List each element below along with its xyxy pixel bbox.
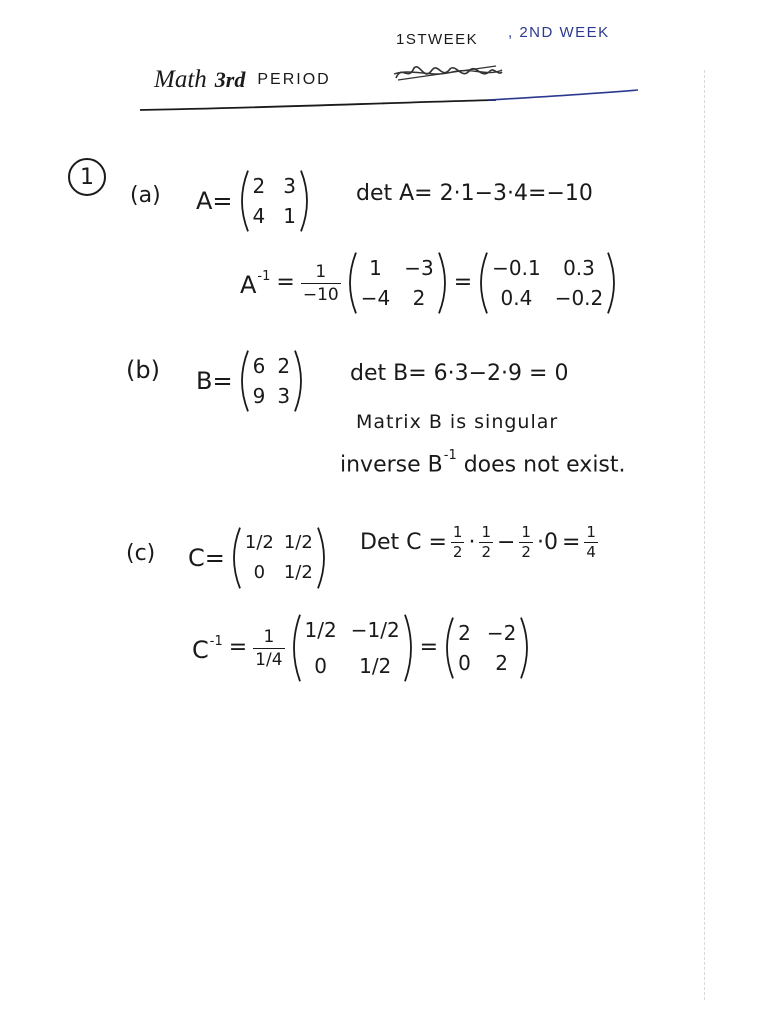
fraction-denominator: 2 <box>452 543 463 561</box>
equals-sign: = <box>276 270 295 295</box>
title-underline <box>0 84 768 120</box>
week-label-first: 1STWEEK <box>396 31 479 48</box>
matrix-cell: 1/2 <box>283 532 313 553</box>
part-b-matrix-definition <box>196 350 304 412</box>
fraction-numerator: 1 <box>452 523 463 541</box>
left-paren <box>291 614 301 682</box>
equals-sign: = <box>228 635 248 660</box>
matrix-c <box>231 527 327 589</box>
matrix-cell: −1/2 <box>350 618 400 642</box>
fraction-denominator: 2 <box>481 543 491 561</box>
matrix-cell: −3 <box>404 256 434 280</box>
matrix-cell: 6 <box>252 354 266 378</box>
fraction <box>451 524 465 561</box>
scalar-fraction <box>301 262 341 305</box>
left-paren <box>239 350 249 412</box>
matrix-cell: −0.1 <box>492 256 541 280</box>
matrix-cell: 0 <box>458 651 471 675</box>
left-paren <box>444 617 454 679</box>
part-c-matrix-definition <box>188 527 327 589</box>
crossed-out-text <box>392 60 504 86</box>
part-c-inverse <box>192 614 530 682</box>
matrix-cell: −2 <box>486 621 517 645</box>
matrix-cell: 2 <box>252 174 266 198</box>
part-b-note-singular: Matrix B is singular <box>356 411 559 433</box>
fraction-denominator: 2 <box>521 543 531 561</box>
matrix-c-adjugate <box>291 614 414 682</box>
matrix-b-name: B= <box>196 367 233 395</box>
left-paren <box>478 252 488 314</box>
operator: · <box>468 529 476 555</box>
matrix-cell: 2 <box>412 286 426 310</box>
fraction-denominator: 1/4 <box>255 649 283 670</box>
equals-sign: = <box>453 270 473 295</box>
fraction-bar <box>253 648 284 649</box>
fraction <box>479 524 493 561</box>
matrix-cell: −0.2 <box>554 286 604 310</box>
fraction-numerator: 1 <box>521 523 531 541</box>
inverse-exponent: -1 <box>209 634 223 649</box>
matrix-a-adjugate <box>347 252 448 314</box>
note-suffix: does not exist. <box>463 452 626 478</box>
title-period-word: PERIOD <box>257 71 331 88</box>
matrix-c-inverse-result <box>444 617 530 679</box>
fraction <box>584 524 598 561</box>
left-paren <box>231 527 241 589</box>
matrix-cell: 4 <box>252 204 266 228</box>
problem-number-circle <box>68 158 106 196</box>
left-paren <box>239 170 249 232</box>
matrix-cell: 1/2 <box>244 532 274 553</box>
inverse-symbol <box>240 267 270 299</box>
matrix-cell: 0 <box>314 654 327 678</box>
part-b-label: (b) <box>126 356 160 384</box>
matrix-cell: 0.4 <box>500 286 533 310</box>
inverse-base: A <box>240 271 257 299</box>
matrix-c-name: C= <box>188 544 225 572</box>
title-period: 3rd <box>214 67 246 92</box>
inverse-exponent: -1 <box>257 269 271 284</box>
fraction <box>519 524 533 561</box>
fraction-bar <box>301 283 341 284</box>
operator: − <box>496 529 516 555</box>
matrix-a <box>239 170 310 232</box>
right-paren <box>607 252 617 314</box>
matrix-cell: 0.3 <box>563 256 595 280</box>
problem-number: 1 <box>80 164 94 190</box>
week-label-second: , 2ND WEEK <box>508 24 610 41</box>
equals-sign: = <box>561 529 581 555</box>
title-subject: Math <box>154 66 207 93</box>
matrix-cell: 1 <box>283 204 296 228</box>
matrix-a-name: A= <box>196 187 233 215</box>
fraction-denominator: −10 <box>302 284 339 305</box>
matrix-cell: 1/2 <box>359 654 392 678</box>
part-a-determinant: det A= 2·1−3·4=−10 <box>356 181 593 206</box>
equals-sign: = <box>419 635 439 660</box>
matrix-cell: 2 <box>458 621 471 645</box>
part-a-inverse <box>240 252 617 314</box>
matrix-cell: 3 <box>277 384 291 408</box>
right-paren <box>317 527 327 589</box>
inverse-symbol <box>192 632 223 664</box>
matrix-cell: 1 <box>369 256 382 280</box>
note-exponent: -1 <box>443 448 457 463</box>
scan-edge-line <box>704 70 705 1000</box>
matrix-cell: 1/2 <box>283 562 313 583</box>
fraction-numerator: 1 <box>315 261 327 282</box>
right-paren <box>300 170 310 232</box>
part-a-matrix-definition <box>196 170 310 232</box>
matrix-cell: 2 <box>277 354 291 378</box>
note-prefix: inverse B <box>340 452 443 478</box>
inverse-base: C <box>192 636 209 664</box>
operator: ·0 <box>536 529 558 555</box>
matrix-cell: 2 <box>495 651 508 675</box>
fraction-numerator: 1 <box>263 626 275 647</box>
right-paren <box>294 350 304 412</box>
part-c-label: (c) <box>126 541 156 566</box>
left-paren <box>347 252 357 314</box>
scalar-fraction <box>253 627 284 670</box>
fraction-numerator: 1 <box>586 523 596 541</box>
fraction-denominator: 4 <box>586 543 596 561</box>
matrix-cell: 1/2 <box>304 618 337 642</box>
part-b-determinant: det B= 6·3−2·9 = 0 <box>350 361 569 386</box>
matrix-cell: 3 <box>283 174 296 198</box>
matrix-a-inverse-result <box>478 252 617 314</box>
part-a-label: (a) <box>130 183 161 208</box>
part-c-determinant <box>360 524 598 561</box>
right-paren <box>520 617 530 679</box>
right-paren <box>438 252 448 314</box>
matrix-cell: 0 <box>253 562 266 583</box>
matrix-cell: 9 <box>252 384 266 408</box>
matrix-b <box>239 350 304 412</box>
part-b-note-inverse <box>340 446 626 479</box>
right-paren <box>404 614 414 682</box>
matrix-cell: −4 <box>360 286 391 310</box>
determinant-prefix: Det C = <box>360 529 447 555</box>
fraction-numerator: 1 <box>481 523 491 541</box>
